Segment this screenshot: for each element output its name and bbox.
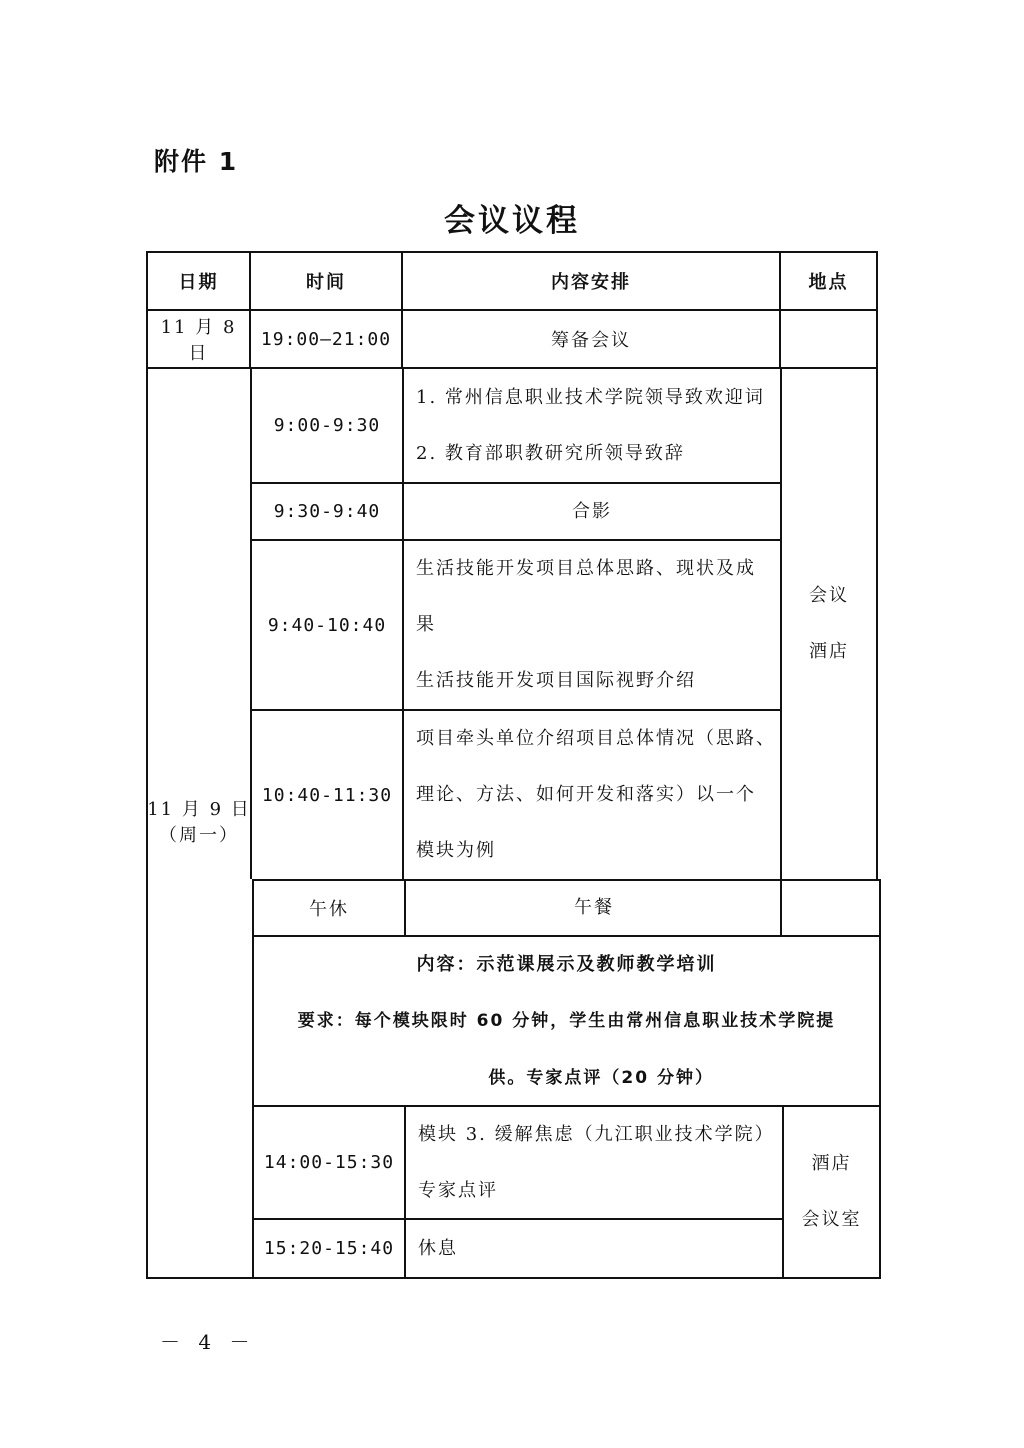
column-header-date: 日期 [178,272,219,293]
note-requirement-line: 要求：每个模块限时 60 分钟，学生由常州信息职业技术学院提 [297,1010,836,1031]
session-time: 9:30-9:40 [273,501,381,522]
note-content-line: 内容：示范课展示及教师教学培训 [416,953,717,975]
table-border-bottom [148,1277,881,1279]
content-line: 果 [416,614,436,635]
session-content [406,1107,782,1218]
content-line: 合影 [572,500,612,522]
content-line: 专家点评 [418,1179,498,1201]
session-content [406,1220,782,1277]
content-line: 模块为例 [416,840,496,861]
day2-weekday: （周一） [159,825,239,846]
afternoon-note [254,937,879,1105]
session-time: 10:40-11:30 [261,784,393,806]
column-header-time: 时间 [306,272,346,293]
afternoon-location [784,1107,879,1277]
content-line: 理论、方法、如何开发和落实）以一个 [416,784,756,805]
session-content [404,484,780,539]
lunch-content [406,881,782,935]
day1-date: 11 月 8 日 [160,317,237,364]
content-line: 生活技能开发项目国际视野介绍 [416,670,696,691]
day2-date [148,369,250,1277]
content-line: 模块 3. 缓解焦虑（九江职业技术学院） [418,1123,775,1145]
content-line: 午餐 [574,897,614,918]
session-content [404,541,780,709]
location-line: 会议 [809,585,849,606]
table-border-right [876,251,878,880]
session-time: 9:40-10:40 [267,614,387,636]
document-title: 会议议程 [444,203,580,239]
location-line: 会议室 [801,1209,862,1230]
session-content [404,711,780,879]
content-line: 生活技能开发项目总体思路、现状及成 [416,558,756,579]
lunch-time: 午休 [309,899,349,920]
column-header-content: 内容安排 [551,272,631,293]
session-content [404,369,780,482]
attachment-label: 附件 1 [154,147,239,176]
content-line: 1. 常州信息职业技术学院领导致欢迎词 [416,386,765,408]
location-line: 酒店 [811,1153,852,1174]
page-number: － 4 － [160,1330,256,1354]
session-time: 15:20-15:40 [263,1238,395,1259]
column-header-location: 地点 [808,272,849,293]
location-line: 酒店 [809,641,849,662]
day1-content: 筹备会议 [551,330,631,351]
morning-location [782,369,876,879]
table-border-right [879,879,881,1279]
session-time: 9:00-9:30 [273,415,381,436]
day1-location [781,311,876,367]
session-time: 14:00-15:30 [263,1152,395,1173]
day2-date-text: 11 月 9 日 [147,799,251,820]
note-requirement-line: 供。专家点评（20 分钟） [488,1067,714,1088]
day1-time: 19:00—21:00 [260,328,392,350]
content-line: 休息 [418,1237,458,1259]
content-line: 项目牵头单位介绍项目总体情况（思路、 [416,728,776,749]
content-line: 2. 教育部职教研究所领导致辞 [416,442,685,464]
